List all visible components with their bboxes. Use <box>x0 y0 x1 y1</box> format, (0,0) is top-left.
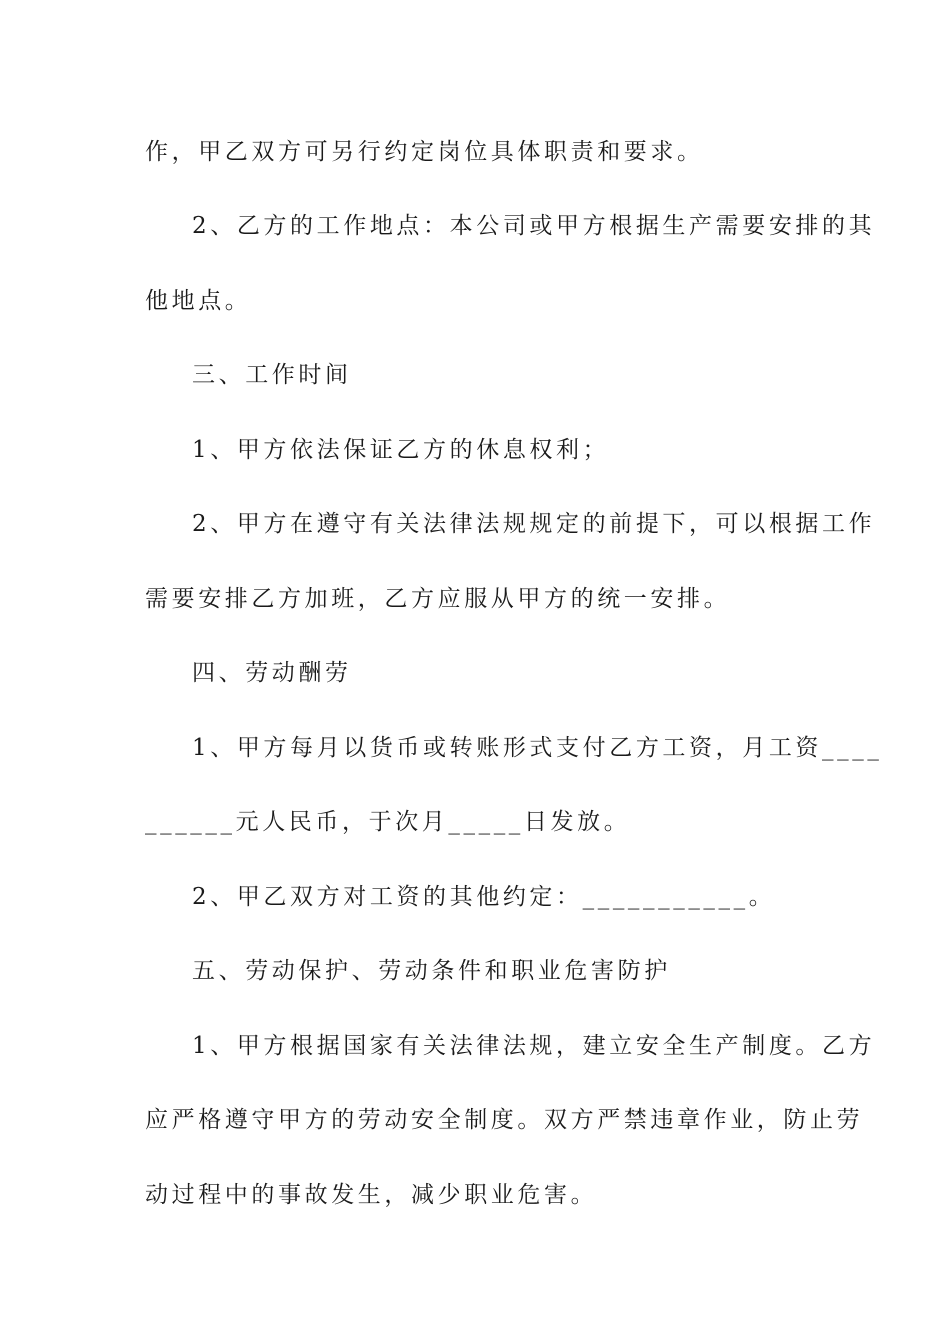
paragraph-line: 2、乙方的工作地点：本公司或甲方根据生产需要安排的其 <box>192 213 876 239</box>
section-heading: 四、劳动酬劳 <box>192 660 352 686</box>
paragraph-line: 2、甲乙双方对工资的其他约定：___________。 <box>192 884 776 910</box>
paragraph-line: 动过程中的事故发生，减少职业危害。 <box>145 1182 598 1208</box>
section-heading: 五、劳动保护、劳动条件和职业危害防护 <box>192 958 671 984</box>
paragraph-line: 应严格遵守甲方的劳动安全制度。双方严禁违章作业，防止劳 <box>145 1107 864 1133</box>
paragraph-line: 作，甲乙双方可另行约定岗位具体职责和要求。 <box>145 139 704 165</box>
paragraph-line: 1、甲方每月以货币或转账形式支付乙方工资，月工资____ <box>192 735 883 761</box>
section-heading: 三、工作时间 <box>192 362 352 388</box>
paragraph-line: 他地点。 <box>145 288 252 314</box>
paragraph-line: 需要安排乙方加班，乙方应服从甲方的统一安排。 <box>145 586 731 612</box>
paragraph-line: 1、甲方依法保证乙方的休息权利； <box>192 437 610 463</box>
paragraph-line: 2、甲方在遵守有关法律法规规定的前提下，可以根据工作 <box>192 511 876 537</box>
paragraph-line: 1、甲方根据国家有关法律法规，建立安全生产制度。乙方 <box>192 1033 876 1059</box>
paragraph-line: ______元人民币，于次月_____日发放。 <box>145 809 631 835</box>
